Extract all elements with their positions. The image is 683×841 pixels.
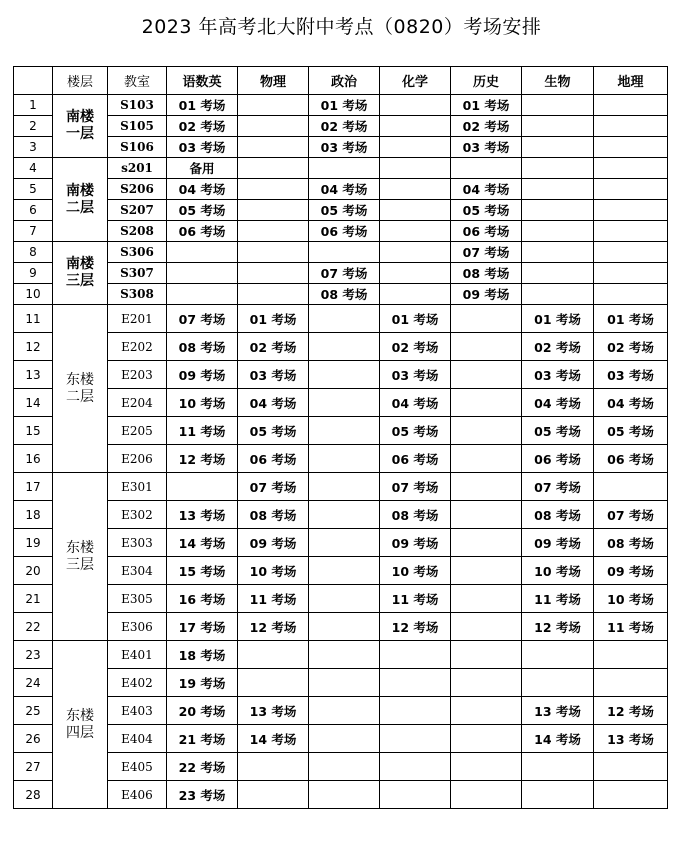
cell-chinese-math-english: 备用 bbox=[167, 158, 238, 179]
page-title: 2023 年高考北大附中考点（0820）考场安排 bbox=[141, 16, 542, 38]
cell-chinese-math-english: 09 考场 bbox=[167, 361, 238, 389]
classroom-code: s201 bbox=[108, 158, 167, 179]
cell-politics: 04 考场 bbox=[309, 179, 380, 200]
cell-geography: 10 考场 bbox=[594, 585, 668, 613]
cell-biology: 03 考场 bbox=[522, 361, 594, 389]
floor-label: 东楼 三层 bbox=[53, 473, 108, 641]
row-number: 25 bbox=[14, 697, 53, 725]
cell-geography bbox=[594, 158, 668, 179]
cell-chemistry: 06 考场 bbox=[380, 445, 451, 473]
cell-chemistry: 08 考场 bbox=[380, 501, 451, 529]
cell-chemistry: 07 考场 bbox=[380, 473, 451, 501]
row-number: 9 bbox=[14, 263, 53, 284]
cell-chinese-math-english: 06 考场 bbox=[167, 221, 238, 242]
cell-chinese-math-english: 08 考场 bbox=[167, 333, 238, 361]
cell-physics bbox=[238, 200, 309, 221]
cell-physics bbox=[238, 753, 309, 781]
cell-biology bbox=[522, 116, 594, 137]
cell-politics bbox=[309, 333, 380, 361]
cell-geography bbox=[594, 753, 668, 781]
classroom-code: S105 bbox=[108, 116, 167, 137]
cell-history: 03 考场 bbox=[451, 137, 522, 158]
row-number: 18 bbox=[14, 501, 53, 529]
cell-chinese-math-english: 12 考场 bbox=[167, 445, 238, 473]
row-number: 2 bbox=[14, 116, 53, 137]
cell-geography: 02 考场 bbox=[594, 333, 668, 361]
table-row bbox=[14, 200, 668, 221]
cell-chinese-math-english: 03 考场 bbox=[167, 137, 238, 158]
cell-chinese-math-english: 23 考场 bbox=[167, 781, 238, 809]
cell-physics: 10 考场 bbox=[238, 557, 309, 585]
cell-politics: 02 考场 bbox=[309, 116, 380, 137]
classroom-code: E201 bbox=[108, 305, 167, 333]
cell-chemistry bbox=[380, 116, 451, 137]
cell-physics: 06 考场 bbox=[238, 445, 309, 473]
header-physics: 物理 bbox=[238, 67, 309, 95]
row-number: 17 bbox=[14, 473, 53, 501]
cell-politics bbox=[309, 613, 380, 641]
classroom-code: E205 bbox=[108, 417, 167, 445]
cell-geography bbox=[594, 284, 668, 305]
cell-politics: 06 考场 bbox=[309, 221, 380, 242]
cell-history bbox=[451, 473, 522, 501]
cell-biology bbox=[522, 753, 594, 781]
table-row bbox=[14, 501, 668, 529]
cell-politics bbox=[309, 501, 380, 529]
classroom-code: E202 bbox=[108, 333, 167, 361]
cell-chinese-math-english: 15 考场 bbox=[167, 557, 238, 585]
row-number: 3 bbox=[14, 137, 53, 158]
table-row bbox=[14, 473, 668, 501]
table-row bbox=[14, 137, 668, 158]
cell-chemistry: 10 考场 bbox=[380, 557, 451, 585]
cell-chinese-math-english bbox=[167, 473, 238, 501]
cell-chemistry: 04 考场 bbox=[380, 389, 451, 417]
cell-chemistry bbox=[380, 263, 451, 284]
cell-biology: 10 考场 bbox=[522, 557, 594, 585]
cell-biology bbox=[522, 284, 594, 305]
classroom-code: S207 bbox=[108, 200, 167, 221]
classroom-code: E405 bbox=[108, 753, 167, 781]
classroom-code: S306 bbox=[108, 242, 167, 263]
cell-geography: 11 考场 bbox=[594, 613, 668, 641]
cell-biology: 05 考场 bbox=[522, 417, 594, 445]
cell-chinese-math-english: 11 考场 bbox=[167, 417, 238, 445]
cell-biology: 02 考场 bbox=[522, 333, 594, 361]
floor-label: 东楼 四层 bbox=[53, 641, 108, 809]
row-number: 24 bbox=[14, 669, 53, 697]
cell-history bbox=[451, 585, 522, 613]
classroom-code: E303 bbox=[108, 529, 167, 557]
cell-politics bbox=[309, 725, 380, 753]
cell-biology bbox=[522, 669, 594, 697]
header-biology: 生物 bbox=[522, 67, 594, 95]
cell-physics: 01 考场 bbox=[238, 305, 309, 333]
classroom-code: S106 bbox=[108, 137, 167, 158]
cell-physics: 05 考场 bbox=[238, 417, 309, 445]
cell-biology: 07 考场 bbox=[522, 473, 594, 501]
cell-chemistry bbox=[380, 781, 451, 809]
cell-biology: 12 考场 bbox=[522, 613, 594, 641]
classroom-code: S308 bbox=[108, 284, 167, 305]
cell-biology: 08 考场 bbox=[522, 501, 594, 529]
table-row bbox=[14, 725, 668, 753]
cell-chemistry bbox=[380, 137, 451, 158]
cell-history bbox=[451, 333, 522, 361]
cell-biology bbox=[522, 781, 594, 809]
classroom-code: E403 bbox=[108, 697, 167, 725]
classroom-code: S307 bbox=[108, 263, 167, 284]
cell-physics bbox=[238, 95, 309, 116]
cell-chinese-math-english: 17 考场 bbox=[167, 613, 238, 641]
cell-history bbox=[451, 781, 522, 809]
cell-politics: 08 考场 bbox=[309, 284, 380, 305]
cell-chemistry: 11 考场 bbox=[380, 585, 451, 613]
cell-geography bbox=[594, 221, 668, 242]
table-row bbox=[14, 179, 668, 200]
row-number: 1 bbox=[14, 95, 53, 116]
cell-history: 06 考场 bbox=[451, 221, 522, 242]
table-row bbox=[14, 116, 668, 137]
cell-politics bbox=[309, 697, 380, 725]
cell-history bbox=[451, 305, 522, 333]
classroom-code: E204 bbox=[108, 389, 167, 417]
row-number: 5 bbox=[14, 179, 53, 200]
classroom-code: E203 bbox=[108, 361, 167, 389]
cell-chinese-math-english: 18 考场 bbox=[167, 641, 238, 669]
table-row bbox=[14, 221, 668, 242]
cell-history bbox=[451, 361, 522, 389]
cell-history bbox=[451, 445, 522, 473]
cell-geography bbox=[594, 473, 668, 501]
cell-geography bbox=[594, 242, 668, 263]
header-history: 历史 bbox=[451, 67, 522, 95]
cell-chinese-math-english: 16 考场 bbox=[167, 585, 238, 613]
cell-history: 05 考场 bbox=[451, 200, 522, 221]
table-row bbox=[14, 417, 668, 445]
classroom-code: E406 bbox=[108, 781, 167, 809]
cell-geography: 05 考场 bbox=[594, 417, 668, 445]
table-row bbox=[14, 361, 668, 389]
cell-chemistry bbox=[380, 284, 451, 305]
cell-physics bbox=[238, 669, 309, 697]
header-politics: 政治 bbox=[309, 67, 380, 95]
row-number: 15 bbox=[14, 417, 53, 445]
row-number: 16 bbox=[14, 445, 53, 473]
cell-physics bbox=[238, 179, 309, 200]
cell-politics: 05 考场 bbox=[309, 200, 380, 221]
cell-politics bbox=[309, 669, 380, 697]
cell-chinese-math-english: 05 考场 bbox=[167, 200, 238, 221]
cell-biology bbox=[522, 263, 594, 284]
row-number: 6 bbox=[14, 200, 53, 221]
cell-history: 01 考场 bbox=[451, 95, 522, 116]
table-row bbox=[14, 445, 668, 473]
row-number: 14 bbox=[14, 389, 53, 417]
cell-chinese-math-english: 19 考场 bbox=[167, 669, 238, 697]
cell-politics bbox=[309, 389, 380, 417]
cell-physics bbox=[238, 158, 309, 179]
cell-geography bbox=[594, 200, 668, 221]
header-floor: 楼层 bbox=[53, 67, 108, 95]
cell-history: 04 考场 bbox=[451, 179, 522, 200]
row-number: 21 bbox=[14, 585, 53, 613]
classroom-code: S208 bbox=[108, 221, 167, 242]
table-row bbox=[14, 557, 668, 585]
table-row bbox=[14, 305, 668, 333]
row-number: 26 bbox=[14, 725, 53, 753]
cell-biology bbox=[522, 221, 594, 242]
table-row bbox=[14, 697, 668, 725]
cell-politics bbox=[309, 417, 380, 445]
row-number: 7 bbox=[14, 221, 53, 242]
cell-geography bbox=[594, 116, 668, 137]
cell-chinese-math-english: 13 考场 bbox=[167, 501, 238, 529]
cell-chemistry: 02 考场 bbox=[380, 333, 451, 361]
exam-room-table bbox=[13, 66, 668, 809]
floor-label: 南楼 三层 bbox=[53, 242, 108, 305]
cell-geography: 04 考场 bbox=[594, 389, 668, 417]
cell-politics bbox=[309, 305, 380, 333]
cell-politics: 03 考场 bbox=[309, 137, 380, 158]
cell-geography bbox=[594, 137, 668, 158]
cell-geography: 03 考场 bbox=[594, 361, 668, 389]
cell-chemistry bbox=[380, 200, 451, 221]
cell-chinese-math-english bbox=[167, 284, 238, 305]
cell-politics bbox=[309, 158, 380, 179]
cell-chemistry bbox=[380, 179, 451, 200]
cell-biology bbox=[522, 242, 594, 263]
cell-chemistry bbox=[380, 669, 451, 697]
cell-chemistry bbox=[380, 95, 451, 116]
cell-chemistry bbox=[380, 725, 451, 753]
cell-chemistry: 09 考场 bbox=[380, 529, 451, 557]
cell-politics bbox=[309, 473, 380, 501]
cell-biology bbox=[522, 95, 594, 116]
cell-biology: 13 考场 bbox=[522, 697, 594, 725]
table-row bbox=[14, 613, 668, 641]
cell-politics bbox=[309, 753, 380, 781]
cell-physics: 07 考场 bbox=[238, 473, 309, 501]
cell-chemistry: 12 考场 bbox=[380, 613, 451, 641]
table-row bbox=[14, 333, 668, 361]
table-row bbox=[14, 753, 668, 781]
classroom-code: E206 bbox=[108, 445, 167, 473]
cell-geography bbox=[594, 179, 668, 200]
header-classroom: 教室 bbox=[108, 67, 167, 95]
cell-geography: 12 考场 bbox=[594, 697, 668, 725]
classroom-code: E305 bbox=[108, 585, 167, 613]
cell-chemistry bbox=[380, 697, 451, 725]
cell-politics bbox=[309, 781, 380, 809]
cell-biology: 14 考场 bbox=[522, 725, 594, 753]
row-number: 13 bbox=[14, 361, 53, 389]
header-chemistry: 化学 bbox=[380, 67, 451, 95]
cell-politics bbox=[309, 585, 380, 613]
cell-chinese-math-english bbox=[167, 263, 238, 284]
table-row bbox=[14, 263, 668, 284]
row-number: 23 bbox=[14, 641, 53, 669]
cell-physics bbox=[238, 221, 309, 242]
cell-geography: 08 考场 bbox=[594, 529, 668, 557]
cell-chinese-math-english: 20 考场 bbox=[167, 697, 238, 725]
cell-politics bbox=[309, 641, 380, 669]
table-row bbox=[14, 284, 668, 305]
cell-history bbox=[451, 529, 522, 557]
cell-physics bbox=[238, 242, 309, 263]
table-row bbox=[14, 529, 668, 557]
cell-history bbox=[451, 725, 522, 753]
table-row bbox=[14, 158, 668, 179]
cell-history bbox=[451, 417, 522, 445]
classroom-code: E404 bbox=[108, 725, 167, 753]
cell-physics bbox=[238, 781, 309, 809]
cell-history: 09 考场 bbox=[451, 284, 522, 305]
cell-biology bbox=[522, 158, 594, 179]
cell-chemistry: 05 考场 bbox=[380, 417, 451, 445]
cell-history bbox=[451, 158, 522, 179]
cell-history bbox=[451, 669, 522, 697]
cell-geography bbox=[594, 669, 668, 697]
cell-politics bbox=[309, 557, 380, 585]
cell-physics: 03 考场 bbox=[238, 361, 309, 389]
row-number: 8 bbox=[14, 242, 53, 263]
cell-biology: 04 考场 bbox=[522, 389, 594, 417]
cell-history bbox=[451, 753, 522, 781]
header-row bbox=[14, 67, 668, 95]
cell-geography: 13 考场 bbox=[594, 725, 668, 753]
cell-chinese-math-english: 14 考场 bbox=[167, 529, 238, 557]
cell-chinese-math-english: 22 考场 bbox=[167, 753, 238, 781]
row-number: 19 bbox=[14, 529, 53, 557]
row-number: 28 bbox=[14, 781, 53, 809]
cell-chemistry bbox=[380, 641, 451, 669]
cell-physics bbox=[238, 116, 309, 137]
cell-chinese-math-english: 10 考场 bbox=[167, 389, 238, 417]
cell-history bbox=[451, 697, 522, 725]
cell-physics: 13 考场 bbox=[238, 697, 309, 725]
classroom-code: E302 bbox=[108, 501, 167, 529]
row-number: 12 bbox=[14, 333, 53, 361]
cell-chemistry bbox=[380, 753, 451, 781]
cell-history: 02 考场 bbox=[451, 116, 522, 137]
cell-history: 08 考场 bbox=[451, 263, 522, 284]
cell-history bbox=[451, 613, 522, 641]
classroom-code: E401 bbox=[108, 641, 167, 669]
row-number: 22 bbox=[14, 613, 53, 641]
cell-history bbox=[451, 389, 522, 417]
cell-geography: 07 考场 bbox=[594, 501, 668, 529]
cell-chinese-math-english: 01 考场 bbox=[167, 95, 238, 116]
cell-chinese-math-english bbox=[167, 242, 238, 263]
cell-biology bbox=[522, 641, 594, 669]
cell-physics: 14 考场 bbox=[238, 725, 309, 753]
row-number: 4 bbox=[14, 158, 53, 179]
cell-physics: 08 考场 bbox=[238, 501, 309, 529]
cell-history: 07 考场 bbox=[451, 242, 522, 263]
cell-history bbox=[451, 501, 522, 529]
cell-physics: 12 考场 bbox=[238, 613, 309, 641]
cell-geography: 01 考场 bbox=[594, 305, 668, 333]
cell-history bbox=[451, 557, 522, 585]
cell-physics bbox=[238, 641, 309, 669]
row-number: 20 bbox=[14, 557, 53, 585]
header-index bbox=[14, 67, 53, 95]
cell-geography bbox=[594, 95, 668, 116]
classroom-code: S206 bbox=[108, 179, 167, 200]
cell-biology: 09 考场 bbox=[522, 529, 594, 557]
cell-geography bbox=[594, 641, 668, 669]
table-row bbox=[14, 641, 668, 669]
table-row bbox=[14, 669, 668, 697]
table-row bbox=[14, 242, 668, 263]
cell-geography bbox=[594, 781, 668, 809]
cell-history bbox=[451, 641, 522, 669]
classroom-code: E402 bbox=[108, 669, 167, 697]
table-row bbox=[14, 781, 668, 809]
floor-label: 东楼 二层 bbox=[53, 305, 108, 473]
classroom-code: E306 bbox=[108, 613, 167, 641]
cell-biology bbox=[522, 137, 594, 158]
cell-biology: 06 考场 bbox=[522, 445, 594, 473]
cell-geography: 09 考场 bbox=[594, 557, 668, 585]
cell-chemistry bbox=[380, 158, 451, 179]
cell-biology: 11 考场 bbox=[522, 585, 594, 613]
cell-physics bbox=[238, 284, 309, 305]
classroom-code: E301 bbox=[108, 473, 167, 501]
floor-label: 南楼 一层 bbox=[53, 95, 108, 158]
cell-biology bbox=[522, 200, 594, 221]
cell-chemistry bbox=[380, 221, 451, 242]
classroom-code: E304 bbox=[108, 557, 167, 585]
table-row bbox=[14, 585, 668, 613]
cell-politics: 07 考场 bbox=[309, 263, 380, 284]
cell-geography: 06 考场 bbox=[594, 445, 668, 473]
cell-chinese-math-english: 04 考场 bbox=[167, 179, 238, 200]
cell-chinese-math-english: 21 考场 bbox=[167, 725, 238, 753]
cell-physics bbox=[238, 137, 309, 158]
row-number: 10 bbox=[14, 284, 53, 305]
cell-chinese-math-english: 07 考场 bbox=[167, 305, 238, 333]
table-row bbox=[14, 95, 668, 116]
row-number: 11 bbox=[14, 305, 53, 333]
cell-chemistry: 03 考场 bbox=[380, 361, 451, 389]
cell-politics bbox=[309, 445, 380, 473]
row-number: 27 bbox=[14, 753, 53, 781]
cell-physics bbox=[238, 263, 309, 284]
cell-chemistry: 01 考场 bbox=[380, 305, 451, 333]
cell-politics bbox=[309, 529, 380, 557]
cell-physics: 04 考场 bbox=[238, 389, 309, 417]
floor-label: 南楼 二层 bbox=[53, 158, 108, 242]
cell-biology: 01 考场 bbox=[522, 305, 594, 333]
header-geography: 地理 bbox=[594, 67, 668, 95]
cell-chemistry bbox=[380, 242, 451, 263]
cell-geography bbox=[594, 263, 668, 284]
cell-politics: 01 考场 bbox=[309, 95, 380, 116]
cell-physics: 11 考场 bbox=[238, 585, 309, 613]
cell-chinese-math-english: 02 考场 bbox=[167, 116, 238, 137]
cell-physics: 09 考场 bbox=[238, 529, 309, 557]
table-row bbox=[14, 389, 668, 417]
cell-politics bbox=[309, 361, 380, 389]
classroom-code: S103 bbox=[108, 95, 167, 116]
cell-politics bbox=[309, 242, 380, 263]
cell-biology bbox=[522, 179, 594, 200]
header-chinese-math-english: 语数英 bbox=[167, 67, 238, 95]
cell-physics: 02 考场 bbox=[238, 333, 309, 361]
